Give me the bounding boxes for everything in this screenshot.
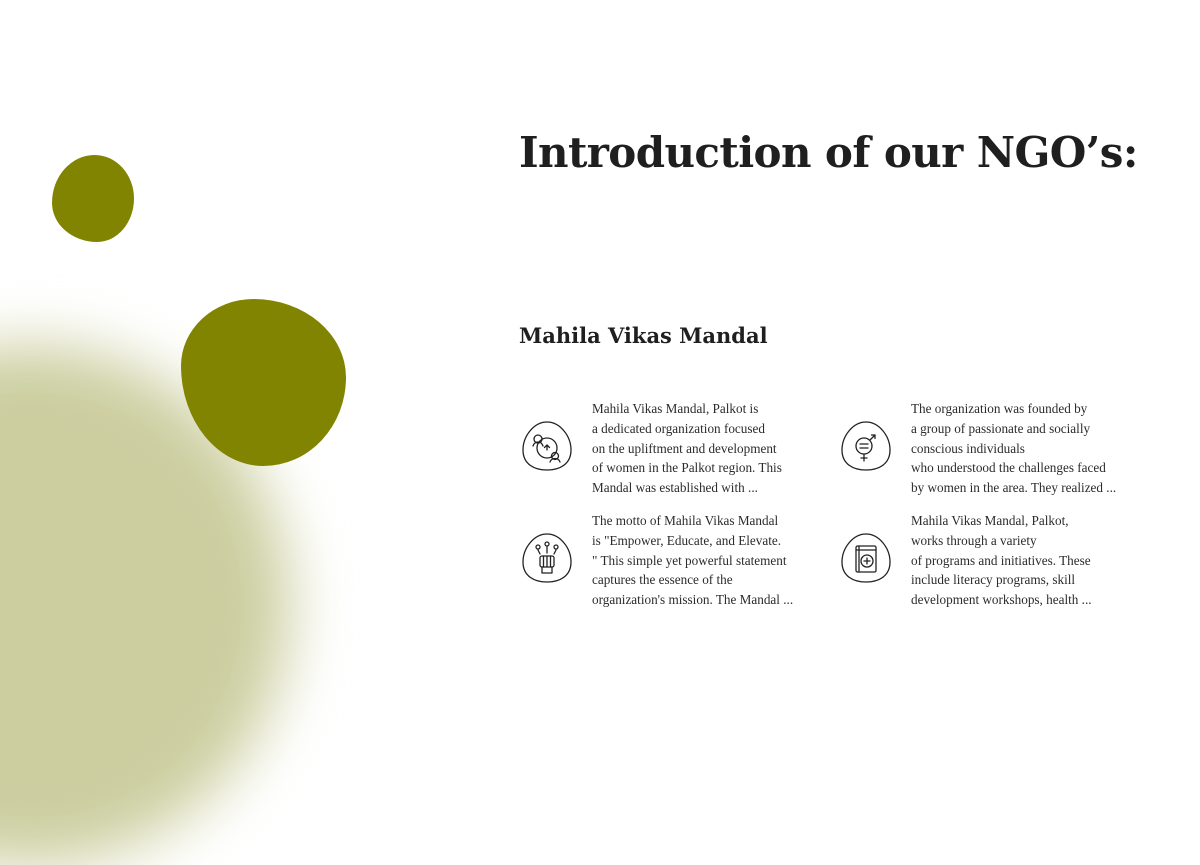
card-text-line: organization's mission. The Mandal ... [592, 592, 794, 608]
card-description [911, 511, 1161, 610]
decorative-blob-small [52, 155, 134, 242]
health-book-icon [839, 531, 893, 585]
card-text-line: of women in the Palkot region. This [592, 460, 782, 476]
card-text-line: captures the essence of the [592, 572, 733, 588]
card-text-line: include literacy programs, skill [911, 572, 1076, 588]
page-title: Introduction of our NGO’s: [519, 128, 1138, 177]
card-text-line: by women in the area. They realized ... [911, 480, 1117, 496]
card-text-line: Mahila Vikas Mandal, Palkot, [911, 513, 1069, 528]
card-text-line: Mandal was established with ... [592, 480, 758, 496]
card-text-line: works through a variety [911, 532, 1037, 548]
info-card [839, 511, 1159, 611]
card-text-line: conscious individuals [911, 440, 1025, 456]
section-title: Mahila Vikas Mandal [519, 323, 768, 348]
card-description [911, 399, 1161, 498]
card-text-line: a dedicated organization focused [592, 420, 765, 436]
card-text-line: of programs and initiatives. These [911, 552, 1091, 568]
card-text-line: is "Empower, Educate, and Elevate. [592, 532, 782, 548]
card-text-line: The motto of Mahila Vikas Mandal [592, 513, 779, 528]
card-description [592, 399, 842, 498]
card-description [592, 511, 842, 610]
card-text-line: who understood the challenges faced [911, 460, 1106, 476]
card-text-line: development workshops, health ... [911, 592, 1092, 608]
gender-equality-icon [839, 419, 893, 473]
info-card [520, 399, 840, 499]
info-card [520, 511, 840, 611]
empowerment-fist-icon [520, 531, 574, 585]
people-growth-icon [520, 419, 574, 473]
card-text-line: Mahila Vikas Mandal, Palkot is [592, 401, 759, 416]
card-text-line: on the upliftment and development [592, 440, 777, 456]
card-text-line: The organization was founded by [911, 401, 1088, 416]
card-text-line: " This simple yet powerful statement [592, 552, 787, 568]
card-text-line: a group of passionate and socially [911, 420, 1091, 436]
info-card [839, 399, 1159, 499]
